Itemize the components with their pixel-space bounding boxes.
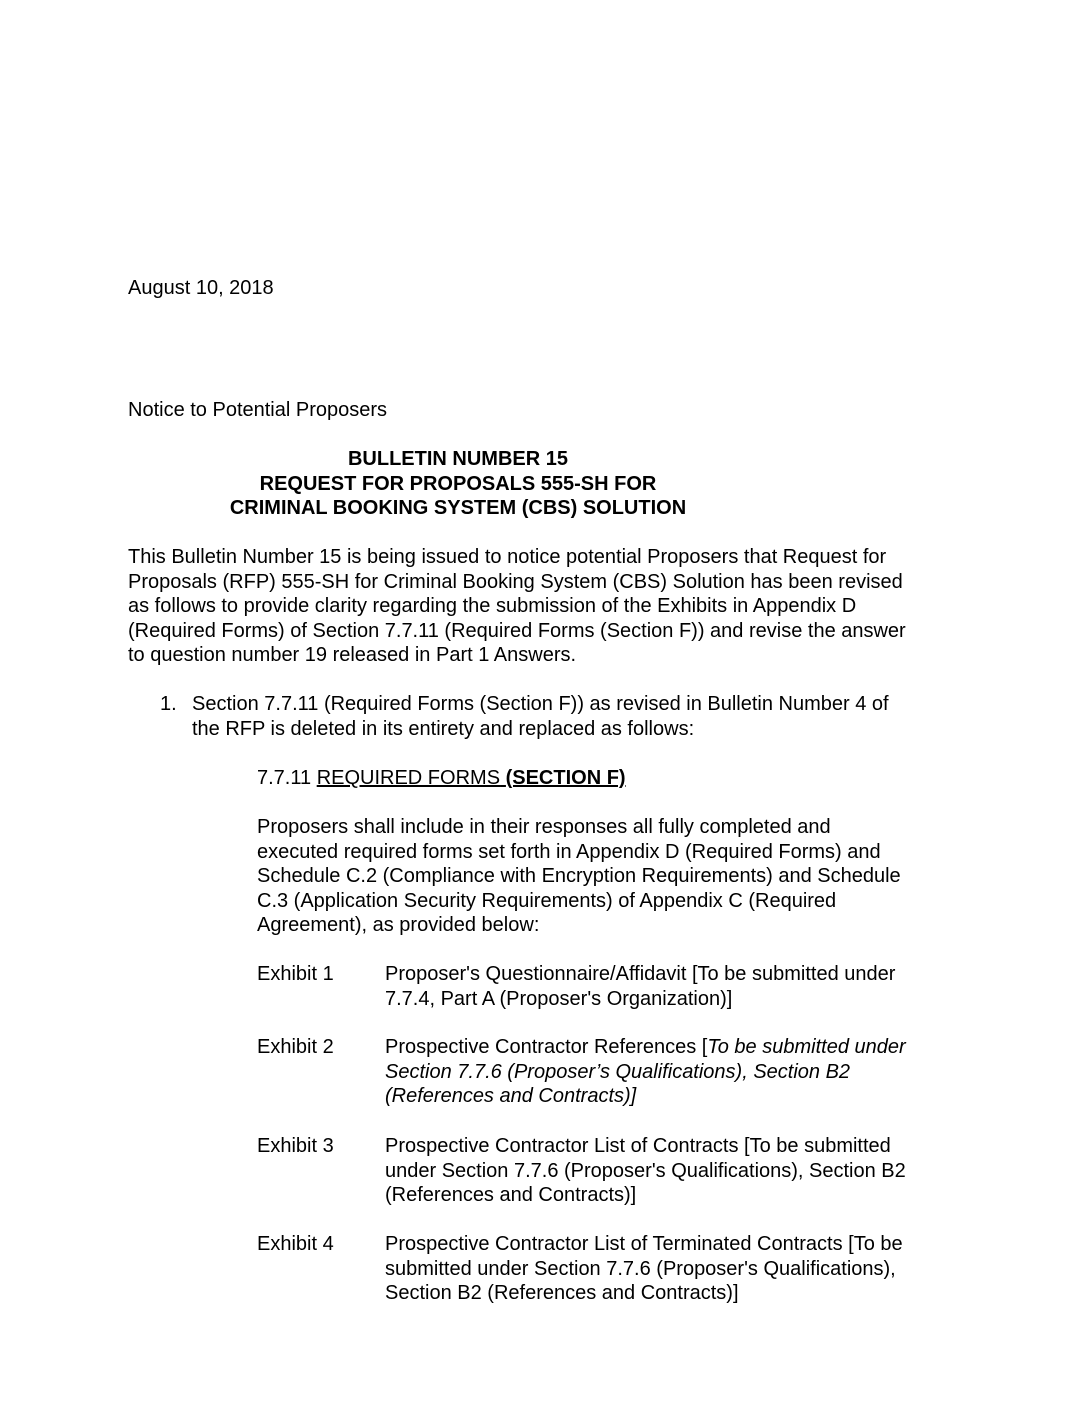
exhibit-label: Exhibit 1 — [257, 963, 334, 985]
exhibit-line: Section 7.7.6 (Proposer’s Qualifications), Section B2 — [385, 1060, 851, 1083]
list-item-text — [192, 692, 889, 741]
exhibit-line: 7.7.4, Part A (Proposer's Organization)] — [385, 987, 733, 1010]
subsection-heading-text: REQUIRED FORMS — [316, 767, 501, 789]
exhibit-line: under Section 7.7.6 (Proposer's Qualifications), Section B2 — [385, 1159, 906, 1182]
exhibit-description — [385, 1232, 903, 1306]
subsection-body-line: Schedule C.2 (Compliance with Encryption Requirements) and Schedule — [257, 865, 901, 887]
list-item-line: the RFP is deleted in its entirety and replaced as follows: — [192, 717, 695, 740]
exhibit-label: Exhibit 4 — [257, 1233, 334, 1255]
exhibit-label: Exhibit 3 — [257, 1135, 334, 1157]
document-date: August 10, 2018 — [128, 277, 274, 299]
subsection-heading-bold: (SECTION F) — [505, 767, 626, 789]
subsection-body-line: C.3 (Application Security Requirements) of Appendix C (Required — [257, 889, 837, 912]
exhibit-label: Exhibit 2 — [257, 1036, 334, 1058]
exhibit-line: submitted under Section 7.7.6 (Proposer's Qualifications), — [385, 1257, 896, 1280]
subsection-number: 7.7.11 — [257, 767, 312, 789]
exhibit-line-italic: To be submitted under — [707, 1036, 906, 1058]
intro-line: (Required Forms) of Section 7.7.11 (Required Forms (Section F)) and revise the answer — [128, 619, 906, 642]
subsection-body-line: executed required forms set forth in Appendix D (Required Forms) and — [257, 840, 881, 863]
intro-line: to question number 19 released in Part 1 Answers. — [128, 644, 577, 666]
subsection-heading — [257, 766, 626, 791]
exhibit-line: Prospective Contractor List of Contracts [To be submitted — [385, 1135, 891, 1157]
exhibit-line: Prospective Contractor List of Terminated Contracts [To be — [385, 1233, 903, 1255]
subsection-body — [257, 815, 901, 938]
exhibit-line: Proposer's Questionnaire/Affidavit [To be submitted under — [385, 963, 896, 985]
subsection-body-line: Proposers shall include in their responses all fully completed and — [257, 816, 831, 838]
title-line-3: CRIMINAL BOOKING SYSTEM (CBS) SOLUTION — [229, 497, 687, 519]
intro-paragraph — [128, 545, 906, 668]
title-line-2: REQUEST FOR PROPOSALS 555-SH FOR — [259, 472, 657, 495]
exhibit-line: (References and Contracts)] — [385, 1085, 637, 1107]
exhibit-line-plain: Prospective Contractor References [ — [385, 1036, 708, 1058]
exhibit-description — [385, 962, 895, 1011]
intro-line: Proposals (RFP) 555-SH for Criminal Booking System (CBS) Solution has been revised — [128, 570, 903, 593]
exhibit-line: (References and Contracts)] — [385, 1184, 637, 1206]
list-item-number: 1. — [160, 693, 177, 715]
intro-line: This Bulletin Number 15 is being issued to notice potential Proposers that Request for — [128, 546, 887, 568]
subsection-body-line: Agreement), as provided below: — [257, 914, 540, 936]
exhibit-line: Section B2 (References and Contracts)] — [385, 1282, 739, 1304]
exhibit-description — [385, 1134, 906, 1208]
exhibit-line — [385, 1035, 906, 1060]
list-item-line: Section 7.7.11 (Required Forms (Section F)) as revised in Bulletin Number 4 of — [192, 693, 889, 715]
bulletin-title — [0, 447, 1088, 521]
title-line-1: BULLETIN NUMBER 15 — [347, 448, 568, 470]
intro-line: as follows to provide clarity regarding the submission of the Exhibits in Appendix D — [128, 595, 857, 617]
notice-line: Notice to Potential Proposers — [128, 399, 388, 421]
exhibit-description — [385, 1035, 906, 1109]
